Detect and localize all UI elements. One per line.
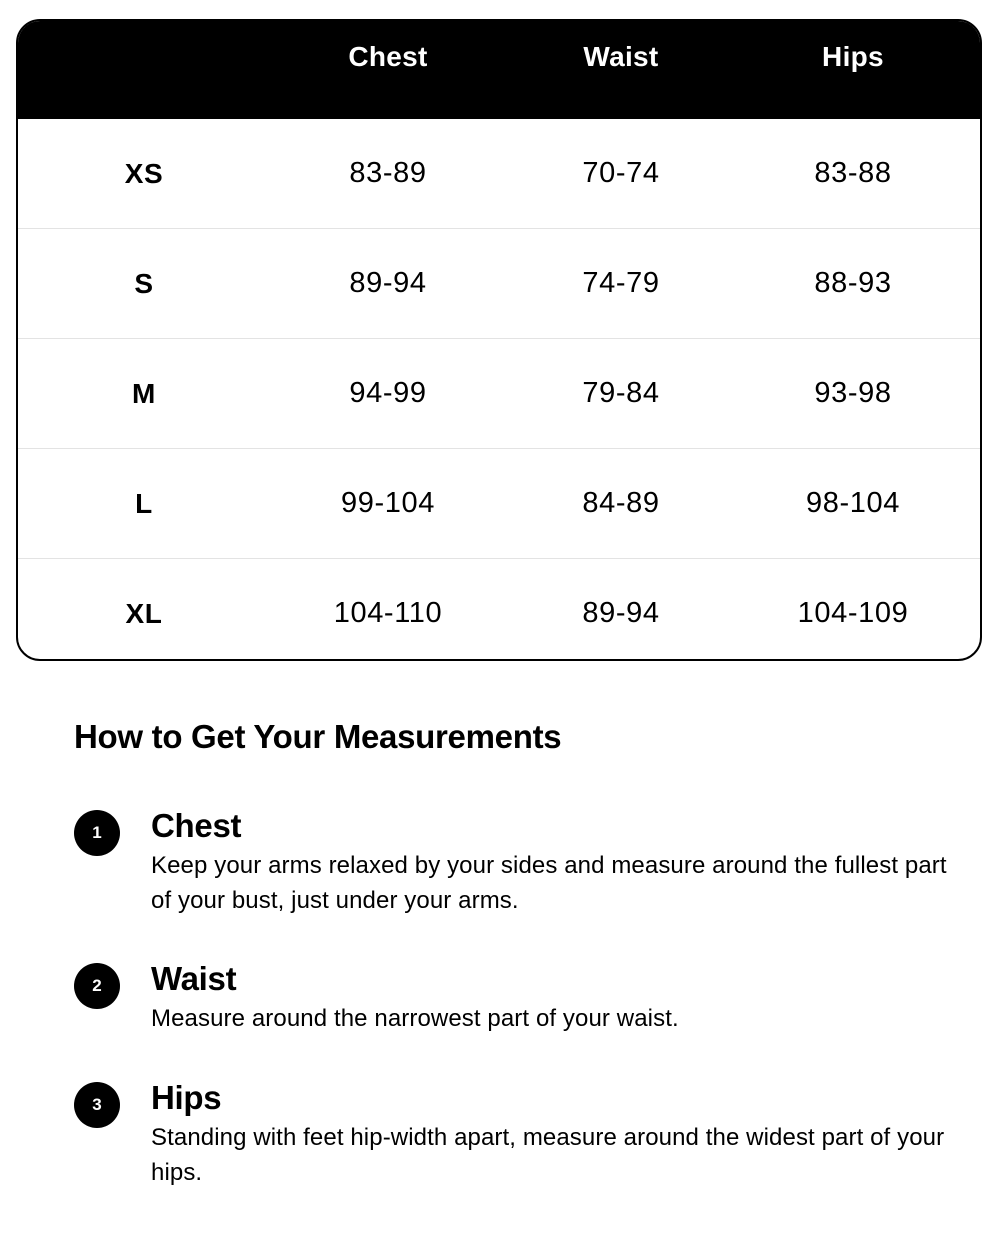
header-cell-waist: Waist	[583, 41, 659, 72]
step-description: Measure around the narrowest part of your waist.	[151, 1005, 679, 1032]
size-label: M	[132, 377, 156, 409]
table-row-s	[18, 228, 980, 338]
chest-value: 83-89	[349, 157, 427, 189]
step-number-badge: 1	[74, 810, 120, 856]
step-title: Waist	[151, 960, 237, 997]
chest-value: 89-94	[349, 267, 427, 299]
header-cell-chest: Chest	[348, 41, 428, 72]
step-number-badge: 3	[74, 1082, 120, 1128]
size-chart-table	[16, 19, 982, 661]
waist-value: 79-84	[582, 377, 660, 409]
table-row-xs	[18, 119, 980, 228]
table-row-l	[18, 448, 980, 558]
waist-value: 70-74	[582, 157, 660, 189]
chest-value: 99-104	[341, 487, 435, 519]
header-cell-size	[18, 21, 270, 119]
step-number-badge: 2	[74, 963, 120, 1009]
waist-value: 74-79	[582, 267, 660, 299]
header-cell-hips: Hips	[822, 41, 884, 72]
waist-value: 89-94	[582, 597, 660, 629]
step-description: Keep your arms relaxed by your sides and measure around the fullest part of your bust, just under your arms.	[151, 852, 947, 914]
chest-value: 104-110	[333, 597, 443, 629]
waist-value: 84-89	[582, 487, 660, 519]
table-row-m	[18, 338, 980, 448]
chest-value: 94-99	[349, 377, 427, 409]
size-label: XS	[124, 157, 164, 189]
size-label: XL	[125, 597, 163, 629]
measurements-guide-title: How to Get Your Measurements	[74, 718, 562, 755]
step-title: Hips	[151, 1079, 222, 1116]
hips-value: 83-88	[814, 157, 892, 189]
step-title: Chest	[151, 807, 242, 844]
step-description: Standing with feet hip-width apart, measure around the widest part of your hips.	[151, 1124, 945, 1186]
hips-value: 88-93	[814, 267, 892, 299]
hips-value: 93-98	[814, 377, 892, 409]
size-label: L	[135, 487, 153, 519]
table-row-xl	[18, 558, 980, 661]
hips-value: 104-109	[797, 597, 909, 629]
table-header-row	[18, 21, 980, 119]
hips-value: 98-104	[806, 487, 900, 519]
size-label: S	[134, 267, 154, 299]
